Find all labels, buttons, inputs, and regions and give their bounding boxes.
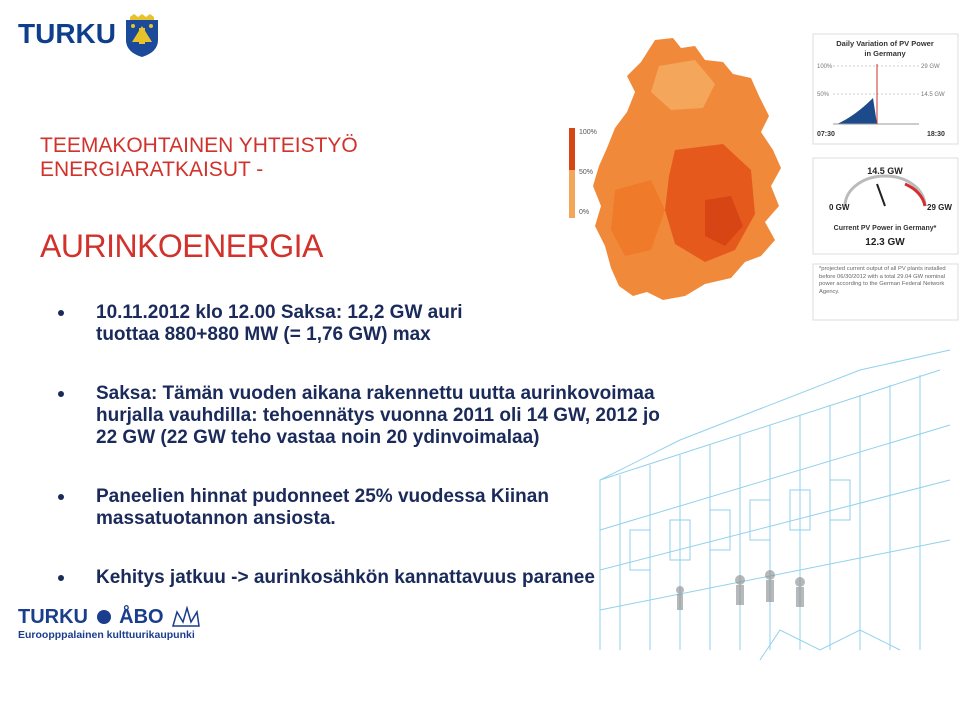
turku-abo-logo	[18, 606, 201, 630]
svg-text:50%: 50%	[817, 92, 830, 98]
legend-50: 50%	[579, 169, 594, 176]
bullet-dot	[58, 494, 64, 500]
bullet-2-line-2: hurjalla vauhdilla: tehoennätys vuonna 2011 oli 14 GW, 2012 jo	[96, 405, 660, 426]
logo-dot-icon	[97, 610, 111, 624]
bullet-2-line-1: Saksa: Tämän vuoden aikana rakennettu uutta aurinkovoimaa	[96, 383, 655, 404]
coat-of-arms-icon	[124, 14, 160, 58]
svg-text:Current PV Power in Germany*: Current PV Power in Germany*	[833, 225, 937, 232]
section-title-line2: ENERGIARATKAISUT -	[40, 158, 264, 181]
svg-text:14.5 GW: 14.5 GW	[921, 92, 945, 98]
bullet-3-line-2: massatuotannon ansiosta.	[96, 508, 336, 529]
main-title: AURINKOENERGIA	[40, 228, 323, 264]
turku-logo-text: TURKU	[18, 606, 88, 628]
svg-text:29 GW: 29 GW	[927, 203, 952, 212]
relative-output-label: Relative output from 10/11/2012-11:58 CET	[556, 2, 776, 14]
abo-logo-text: ÅBO	[119, 606, 164, 628]
svg-text:100%: 100%	[817, 64, 833, 70]
bullet-3-line-1: Paneelien hinnat pudonneet 25% vuodessa Kiinan	[96, 486, 549, 507]
building-sketch-image	[560, 330, 960, 660]
svg-text:14.5 GW: 14.5 GW	[867, 166, 903, 176]
bullet-dot	[58, 575, 64, 581]
svg-text:18:30: 18:30	[927, 131, 945, 138]
svg-text:07:30: 07:30	[817, 131, 835, 138]
svg-text:in Germany: in Germany	[864, 49, 906, 58]
turku-logo: TURKU	[18, 18, 116, 49]
bullet-dot	[58, 391, 64, 397]
bullet-2-line-3: 22 GW (22 GW teho vastaa noin 20 ydinvoimalaa)	[96, 427, 540, 448]
legend-100: 100%	[579, 129, 597, 136]
germany-pv-map	[555, 0, 960, 330]
map-footnote: *projected current output of all PV plants installed before 06/30/2012 with a total 29.04 GW nominal power according to the German Federal Network Agency.	[819, 266, 946, 295]
bullet-4-line-1: Kehitys jatkuu -> aurinkosähkön kannattavuus paranee	[96, 567, 595, 588]
svg-text:Daily Variation of PV Power: Daily Variation of PV Power	[836, 39, 934, 48]
svg-text:29 GW: 29 GW	[921, 64, 940, 70]
svg-text:12.3 GW: 12.3 GW	[865, 237, 905, 248]
svg-text:0 GW: 0 GW	[829, 203, 850, 212]
culture-capital-subtitle: Euroopppalainen kulttuurikaupunki	[18, 629, 195, 641]
crown-icon	[171, 606, 201, 630]
legend-0: 0%	[579, 209, 590, 216]
section-title-line1: TEEMAKOHTAINEN YHTEISTYÖ	[40, 134, 358, 157]
bullet-1-line-2: tuottaa 880+880 MW (= 1,76 GW) max	[96, 324, 431, 345]
bullet-dot	[58, 310, 64, 316]
bullet-1-line-1: 10.11.2012 klo 12.00 Saksa: 12,2 GW auri	[96, 302, 463, 323]
